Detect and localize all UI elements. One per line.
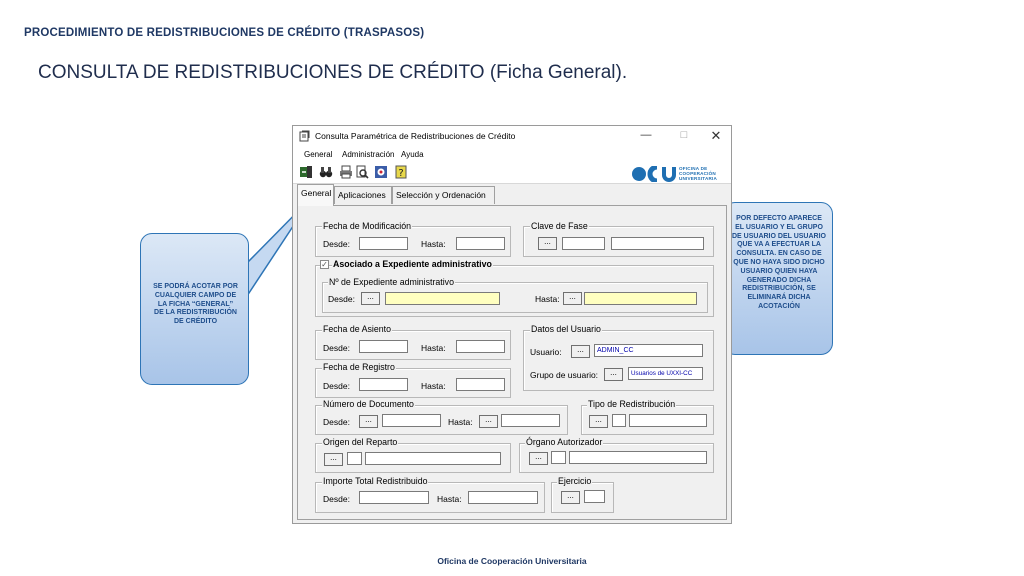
ejercicio-lookup-button[interactable]: ... [561,491,580,504]
tab-general[interactable]: General [297,184,334,206]
label-grupo-usuario: Grupo de usuario: [530,370,599,380]
label-expediente: Nº de Expediente administrativo [329,277,454,287]
documento-desde-input[interactable] [382,414,441,427]
origen-reparto-lookup-button[interactable]: ... [324,453,343,466]
label-desde: Desde: [323,239,350,249]
menu-general[interactable]: General [304,150,333,159]
expediente-hasta-input[interactable] [584,292,697,305]
label-importe-hasta: Hasta: [437,494,462,504]
tipo-redistribucion-lookup-button[interactable]: ... [589,415,608,428]
label-asiento-hasta: Hasta: [421,343,446,353]
callout-right-text: POR DEFECTO APARECE EL USUARIO Y EL GRUPO DE USUARIO DEL USUARIO QUE VA A EFECTUAR LA CONSULTA. EN CASO DE QUE NO HAYA SIDO DICHO USUARIO QUIEN HAYA GENERADO DICHA REDISTRIBUCIÓN, SE ELIMINARÁ DICHA ACOTACIÓN [732,215,826,310]
tab-aplicaciones[interactable]: Aplicaciones [334,186,392,204]
tipo-redistribucion-code-input[interactable] [612,414,626,427]
label-tipo-redistribucion: Tipo de Redistribución [588,399,676,409]
expediente-hasta-lookup-button[interactable]: ... [563,292,582,305]
clave-fase-lookup-button[interactable]: ... [538,237,557,250]
grupo-usuario-input[interactable]: Usuarios de UXXI-CC [628,367,703,380]
usuario-lookup-button[interactable]: ... [571,345,590,358]
origen-reparto-desc-input[interactable] [365,452,501,465]
expediente-desde-lookup-button[interactable]: ... [361,292,380,305]
label-asociado-expediente: Asociado a Expediente administrativo [333,259,492,269]
ejercicio-input[interactable] [584,490,605,503]
slide-footer: Oficina de Cooperación Universitaria [437,556,587,566]
fecha-modificacion-desde-input[interactable] [359,237,408,250]
export-icon[interactable] [374,165,388,179]
organo-autorizador-code-input[interactable] [551,451,566,464]
documento-hasta-input[interactable] [501,414,560,427]
label-usuario: Usuario: [530,347,562,357]
fecha-registro-hasta-input[interactable] [456,378,505,391]
logo-text: OFICINA DE COOPERACIÓN UNIVERSITARIA [679,166,717,181]
menu-ayuda[interactable]: Ayuda [401,150,424,159]
callout-right [723,202,833,355]
tipo-redistribucion-desc-input[interactable] [629,414,707,427]
label-expediente-desde: Desde: [328,294,355,304]
organo-autorizador-lookup-button[interactable]: ... [529,452,548,465]
label-importe-desde: Desde: [323,494,350,504]
fecha-modificacion-hasta-input[interactable] [456,237,505,250]
slide-title: CONSULTA DE REDISTRIBUCIONES DE CRÉDITO (Ficha General). [38,62,628,83]
label-fecha-registro: Fecha de Registro [323,362,395,372]
label-expediente-hasta: Hasta: [535,294,560,304]
documento-hasta-lookup-button[interactable]: ... [479,415,498,428]
label-clave-fase: Clave de Fase [531,221,588,231]
minimize-button[interactable]: — [640,129,652,141]
toolbar [293,162,731,184]
menu-bar [293,146,731,162]
importe-desde-input[interactable] [359,491,429,504]
group-datos-usuario [523,330,714,391]
close-button[interactable]: ✕ [710,128,722,143]
svg-text:?: ? [398,168,404,179]
menu-administracion[interactable]: Administración [342,150,395,159]
callout-left [140,233,249,385]
clave-fase-desc-input[interactable] [611,237,704,250]
expediente-desde-input[interactable] [385,292,500,305]
organo-autorizador-desc-input[interactable] [569,451,707,464]
documento-desde-lookup-button[interactable]: ... [359,415,378,428]
slide-header: PROCEDIMIENTO DE REDISTRIBUCIONES DE CRÉDITO (TRASPASOS) [24,27,425,39]
callout-left-text: SE PODRÁ ACOTAR POR CUALQUIER CAMPO DE LA FICHA “GENERAL” DE LA REDISTRIBUCIÓN DE CRÉDITO [153,283,238,326]
label-origen-reparto: Origen del Reparto [323,437,398,447]
maximize-button[interactable]: □ [680,129,688,141]
app-window [292,125,732,524]
fecha-registro-desde-input[interactable] [359,378,408,391]
fecha-asiento-desde-input[interactable] [359,340,408,353]
general-panel [297,205,727,520]
label-documento-desde: Desde: [323,417,350,427]
title-bar [293,126,731,146]
asociado-expediente-checkbox[interactable]: ✓ [321,260,328,269]
label-registro-desde: Desde: [323,381,350,391]
preview-icon[interactable] [355,165,369,179]
label-organo-autorizador: Órgano Autorizador [526,437,603,447]
clave-fase-input[interactable] [562,237,605,250]
help-icon[interactable] [394,165,408,179]
label-registro-hasta: Hasta: [421,381,446,391]
app-icon [299,130,311,142]
print-icon[interactable] [339,165,353,179]
tab-seleccion-ordenacion[interactable]: Selección y Ordenación [392,186,495,204]
grupo-usuario-lookup-button[interactable]: ... [604,368,623,381]
label-numero-documento: Número de Documento [323,399,414,409]
label-ejercicio: Ejercicio [558,476,592,486]
fecha-asiento-hasta-input[interactable] [456,340,505,353]
label-importe-total: Importe Total Redistribuido [323,476,428,486]
binoculars-icon[interactable] [319,165,333,179]
origen-reparto-code-input[interactable] [347,452,362,465]
importe-hasta-input[interactable] [468,491,538,504]
label-fecha-modificacion: Fecha de Modificación [323,221,412,231]
label-datos-usuario: Datos del Usuario [531,324,601,334]
ocu-logo [631,165,727,182]
label-hasta: Hasta: [421,239,446,249]
usuario-input[interactable]: ADMIN_CC [594,344,703,357]
label-fecha-asiento: Fecha de Asiento [323,324,391,334]
exit-icon[interactable] [299,165,313,179]
label-documento-hasta: Hasta: [448,417,473,427]
window-title: Consulta Paramétrica de Redistribuciones de Crédito [315,131,516,141]
label-asiento-desde: Desde: [323,343,350,353]
